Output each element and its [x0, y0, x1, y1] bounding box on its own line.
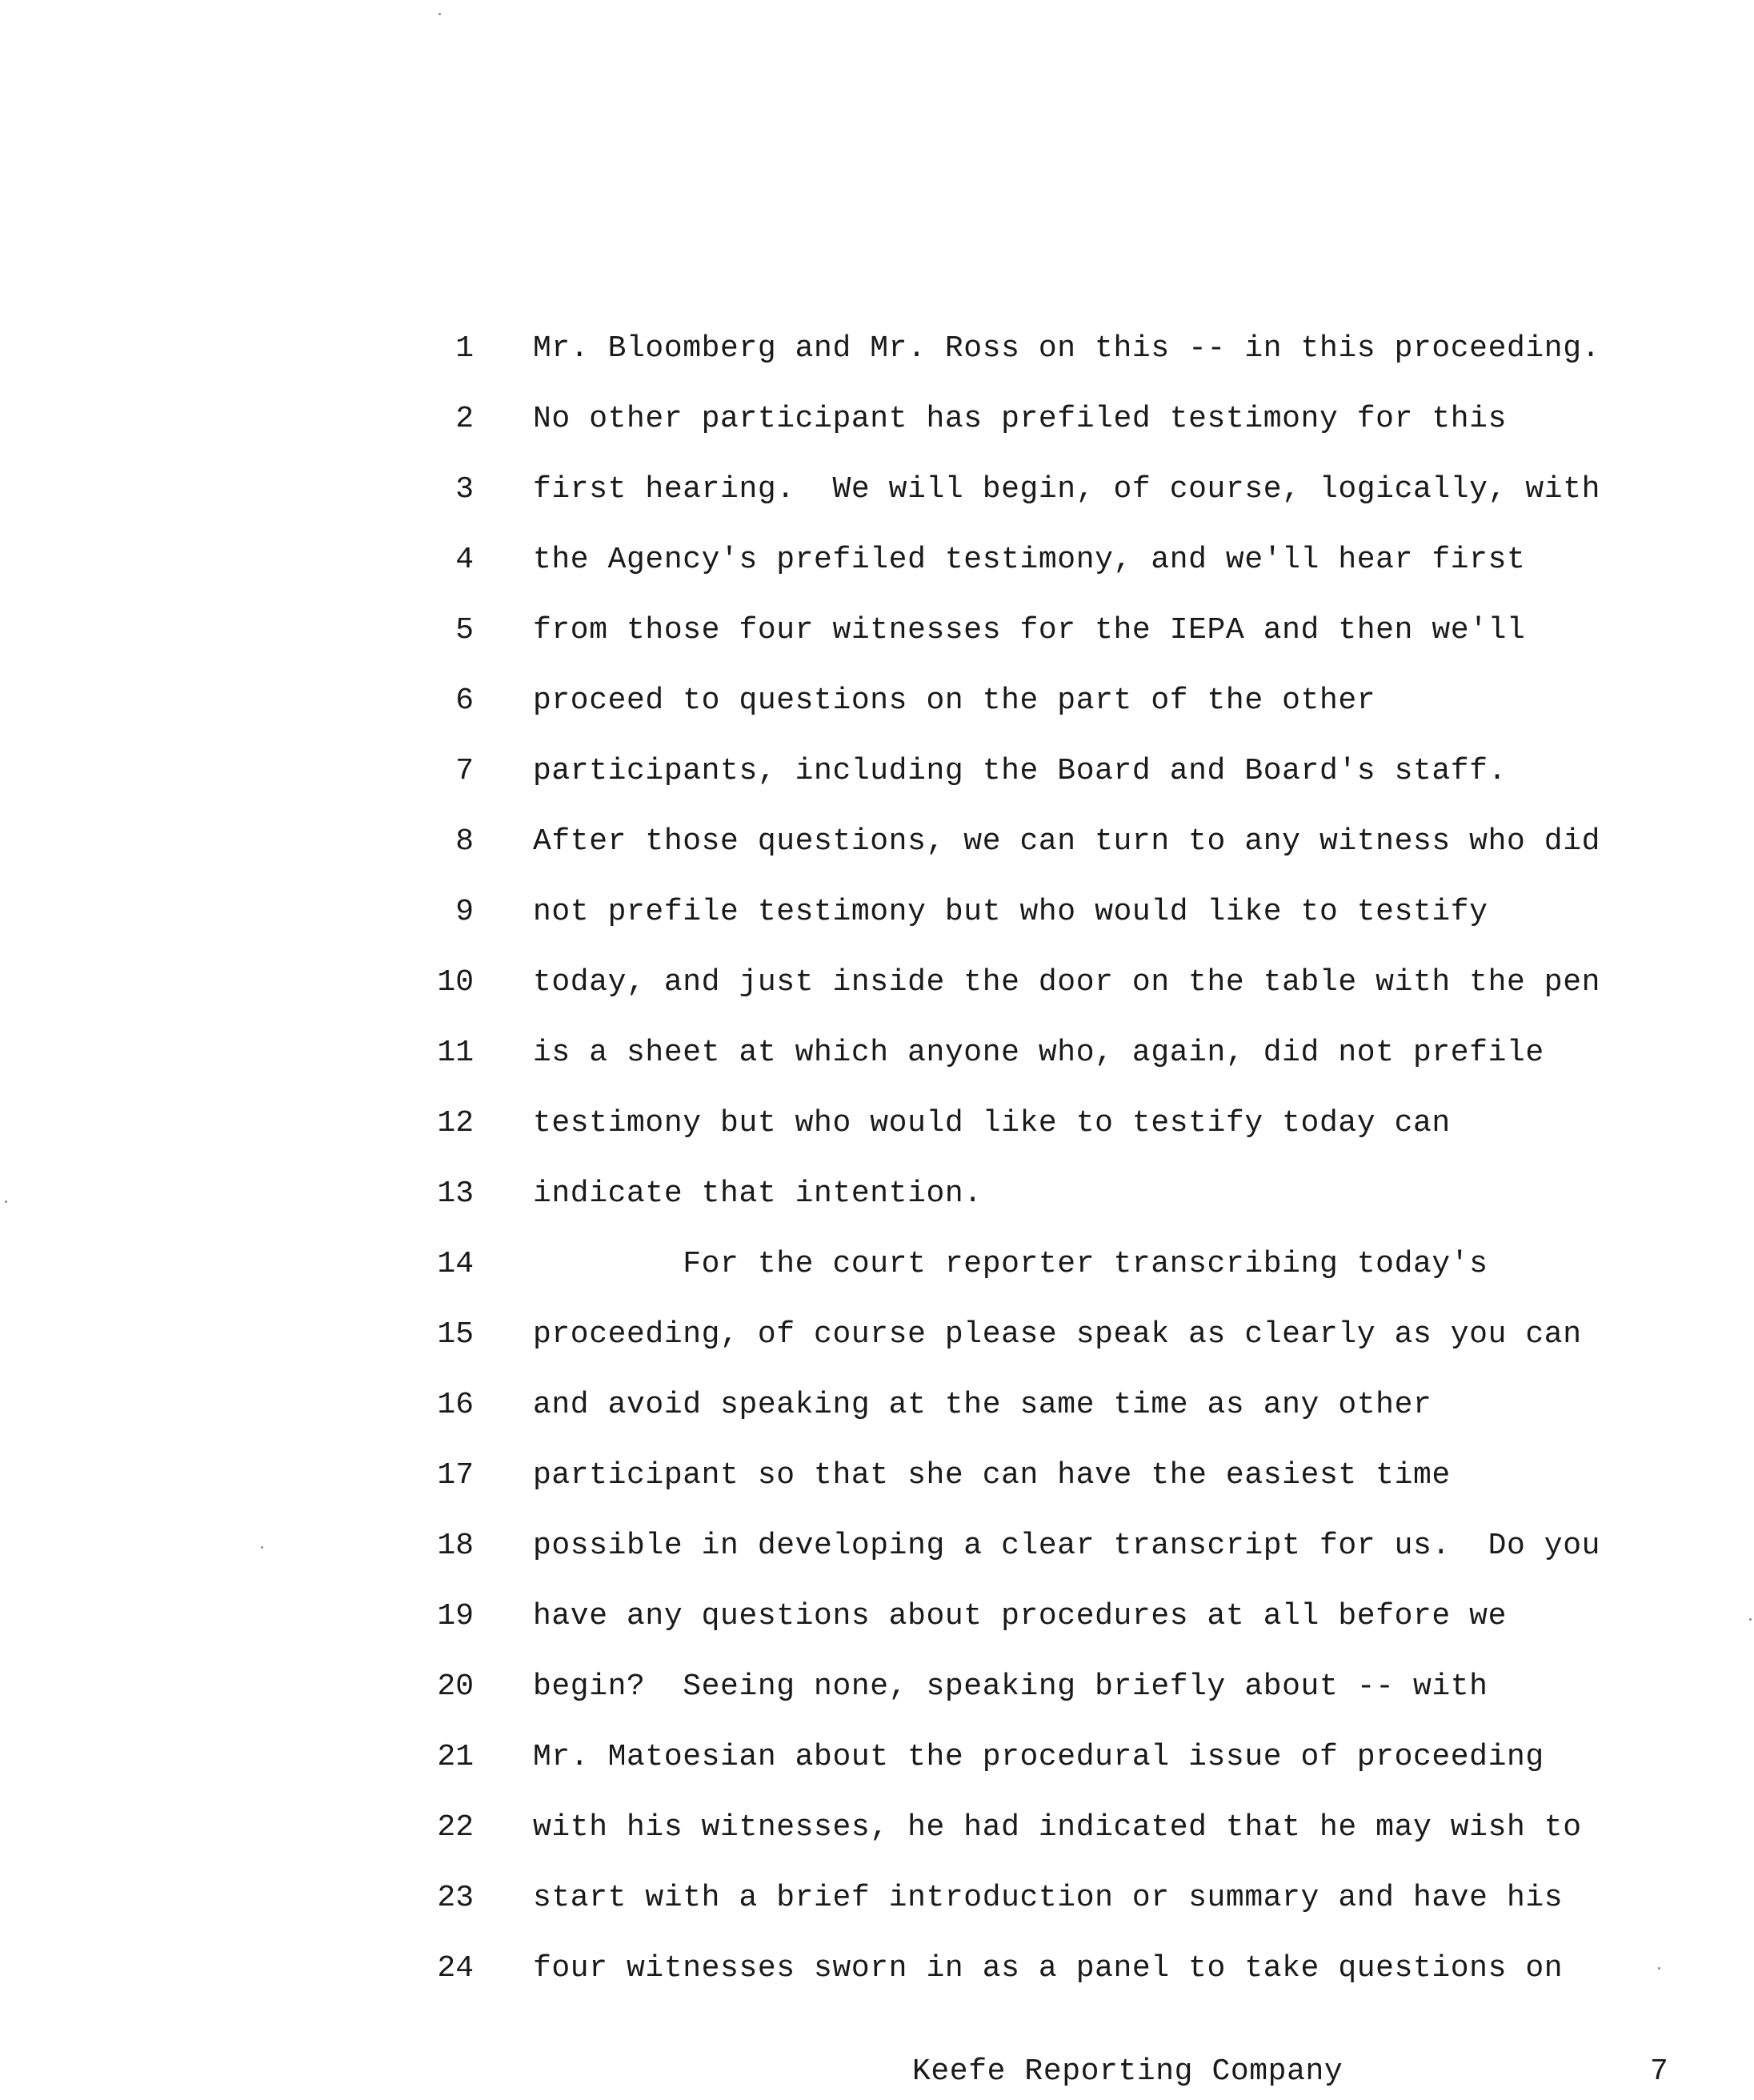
- line-number: 7: [455, 754, 474, 788]
- line-number: 20: [437, 1669, 474, 1704]
- line-number: 13: [437, 1176, 474, 1211]
- transcript-line: [0, 746, 1754, 816]
- transcript-line: [0, 887, 1754, 957]
- transcript-line: [0, 1380, 1754, 1450]
- footer-page-number: 7: [1650, 2054, 1668, 2089]
- transcript-line: [0, 323, 1754, 394]
- transcript-line: [0, 1521, 1754, 1591]
- line-text: testimony but who would like to testify today can: [533, 1106, 1451, 1140]
- line-number: 12: [437, 1106, 474, 1140]
- line-number: 18: [437, 1529, 474, 1563]
- line-text: four witnesses sworn in as a panel to take questions on: [533, 1951, 1564, 1986]
- transcript-line: [0, 1309, 1754, 1380]
- line-text: begin? Seeing none, speaking briefly about -- with: [533, 1669, 1488, 1704]
- line-number: 23: [437, 1881, 474, 1915]
- transcript-line: [0, 1450, 1754, 1521]
- transcript-line: [0, 675, 1754, 746]
- footer-company-name: Keefe Reporting Company: [912, 2054, 1344, 2089]
- line-number: 2: [455, 402, 474, 436]
- line-text: the Agency's prefiled testimony, and we'll hear first: [533, 543, 1526, 577]
- line-text: have any questions about procedures at all before we: [533, 1599, 1507, 1633]
- line-number: 4: [455, 543, 474, 577]
- line-text: No other participant has prefiled testimony for this: [533, 402, 1507, 436]
- transcript-line: [0, 394, 1754, 464]
- line-text: participant so that she can have the easiest time: [533, 1458, 1451, 1493]
- line-text: and avoid speaking at the same time as any other: [533, 1388, 1432, 1422]
- line-text: possible in developing a clear transcript for us. Do you: [533, 1529, 1601, 1563]
- line-number: 14: [437, 1247, 474, 1281]
- line-text: start with a brief introduction or summary and have his: [533, 1881, 1564, 1915]
- line-text: proceed to questions on the part of the other: [533, 683, 1376, 718]
- transcript-line: [0, 464, 1754, 535]
- line-number: 9: [455, 895, 474, 929]
- line-number: 10: [437, 965, 474, 1000]
- line-text: For the court reporter transcribing today's: [533, 1247, 1488, 1281]
- line-text: participants, including the Board and Board's staff.: [533, 754, 1507, 788]
- line-text: with his witnesses, he had indicated that he may wish to: [533, 1810, 1582, 1845]
- line-text: Mr. Bloomberg and Mr. Ross on this -- in this proceeding.: [533, 331, 1601, 366]
- line-text: is a sheet at which anyone who, again, did not prefile: [533, 1036, 1544, 1070]
- transcript-line: [0, 1168, 1754, 1239]
- line-number: 3: [455, 472, 474, 507]
- line-number: 24: [437, 1951, 474, 1986]
- line-number: 19: [437, 1599, 474, 1633]
- line-number: 16: [437, 1388, 474, 1422]
- line-text: proceeding, of course please speak as clearly as you can: [533, 1317, 1582, 1352]
- transcript-line: [0, 1239, 1754, 1309]
- line-text: today, and just inside the door on the table with the pen: [533, 965, 1601, 1000]
- line-text: indicate that intention.: [533, 1176, 983, 1211]
- transcript-line: [0, 957, 1754, 1028]
- line-text: from those four witnesses for the IEPA and then we'll: [533, 613, 1526, 647]
- line-number: 17: [437, 1458, 474, 1493]
- transcript-line: [0, 1661, 1754, 1732]
- line-number: 15: [437, 1317, 474, 1352]
- transcript-line: [0, 1732, 1754, 1802]
- scan-speck: [438, 13, 441, 15]
- transcript-line: [0, 1943, 1754, 2014]
- transcript-line: [0, 605, 1754, 675]
- line-number: 8: [455, 824, 474, 859]
- line-text: Mr. Matoesian about the procedural issue of proceeding: [533, 1740, 1544, 1774]
- line-number: 11: [437, 1036, 474, 1070]
- transcript-line: [0, 816, 1754, 887]
- transcript-line: [0, 1098, 1754, 1168]
- line-number: 21: [437, 1740, 474, 1774]
- line-number: 6: [455, 683, 474, 718]
- line-number: 5: [455, 613, 474, 647]
- transcript-line: [0, 1802, 1754, 1873]
- line-text: not prefile testimony but who would like to testify: [533, 895, 1488, 929]
- line-number: 1: [455, 331, 474, 366]
- line-number: 22: [437, 1810, 474, 1845]
- transcript-line: [0, 1028, 1754, 1098]
- transcript-lines: [0, 323, 1754, 2014]
- line-text: After those questions, we can turn to any witness who did: [533, 824, 1601, 859]
- transcript-line: [0, 535, 1754, 605]
- line-text: first hearing. We will begin, of course, logically, with: [533, 472, 1601, 507]
- transcript-line: [0, 1873, 1754, 1943]
- transcript-line: [0, 1591, 1754, 1661]
